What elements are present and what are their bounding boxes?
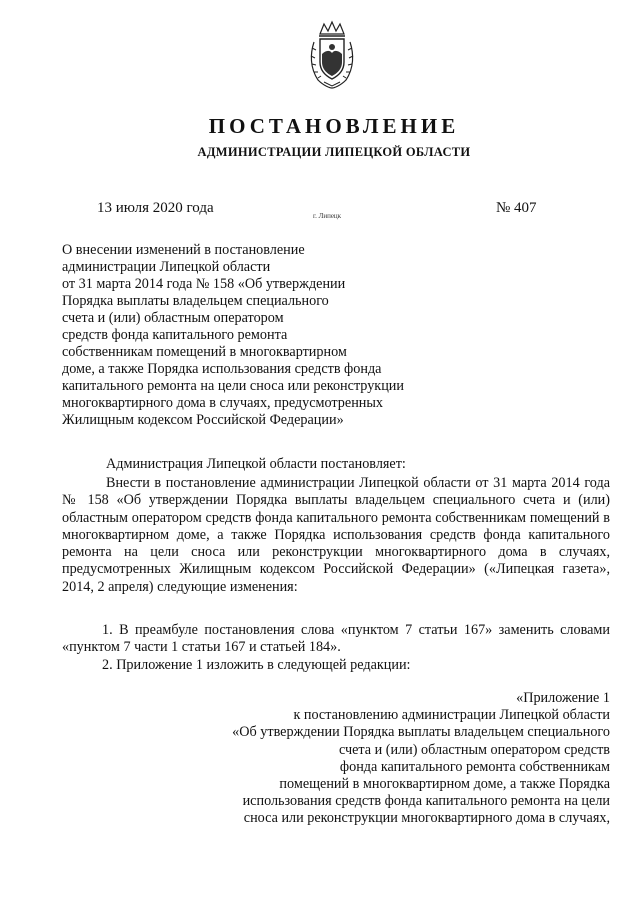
heading-line: средств фонда капитального ремонта	[62, 327, 288, 343]
main-paragraph: Внести в постановление администрации Липецкой области от 31 марта 2014 года № 158 «Об утверждении Порядка выплаты владельцем специального счета и (или) областным оператором средств фонда капитального ремонта собственникам помещений в многоквартирном доме, а также Порядка использования средств фонда капитального ремонта на цели сноса или реконструкции многоквартирного дома в случаях, предусмотренных Жилищным кодексом Российской Федерации» («Липецкая газета», 2014, 2 апреля) следующие изменения:	[62, 475, 610, 595]
appendix-line: сноса или реконструкции многоквартирного дома в случаях,	[243, 810, 610, 827]
item-2-paragraph: 2. Приложение 1 изложить в следующей редакции:	[102, 657, 411, 673]
appendix-line: к постановлению администрации Липецкой области	[293, 707, 610, 724]
document-heading	[62, 242, 422, 429]
document-city: г. Липецк	[313, 212, 342, 220]
item-1-paragraph: 1. В преамбуле постановления слова «пунктом 7 статьи 167» заменить словами «пунктом 7 части 1 статьи 167 и статьей 184».	[62, 622, 610, 656]
heading-line: счета и (или) областным оператором	[62, 310, 284, 326]
appendix-header	[190, 690, 610, 828]
document-subtitle: АДМИНИСТРАЦИИ ЛИПЕЦКОЙ ОБЛАСТИ	[197, 145, 471, 159]
heading-line: Жилищным кодексом Российской Федерации»	[62, 412, 344, 428]
coat-of-arms-emblem	[306, 20, 358, 90]
heading-line: администрации Липецкой области	[62, 259, 271, 275]
heading-line: собственникам помещений в многоквартирном	[62, 344, 347, 360]
appendix-line: фонда капитального ремонта собственникам	[339, 758, 610, 775]
heading-line: от 31 марта 2014 года № 158 «Об утверждении	[62, 276, 346, 292]
heading-line: О внесении изменений в постановление	[62, 242, 305, 258]
appendix-line: «Приложение 1	[516, 690, 610, 706]
heading-line: капитального ремонта на цели сноса или реконструкции	[62, 378, 404, 394]
intro-paragraph: Администрация Липецкой области постановляет:	[106, 456, 406, 472]
heading-line: многоквартирного дома в случаях, предусмотренных	[62, 395, 384, 411]
appendix-line: использования средств фонда капитального ремонта на цели	[242, 793, 610, 810]
document-number: № 407	[496, 200, 537, 216]
appendix-line: «Об утверждении Порядка выплаты владельцем специального	[232, 724, 610, 741]
heading-line: Порядка выплаты владельцем специального	[62, 293, 329, 309]
document-title: ПОСТАНОВЛЕНИЕ	[208, 114, 460, 138]
appendix-line: счета и (или) областным оператором средств	[338, 741, 610, 758]
appendix-line: помещений в многоквартирном доме, а также Порядка	[279, 776, 610, 793]
document-date: 13 июля 2020 года	[97, 200, 214, 216]
heading-line: доме, а также Порядка использования средств фонда	[62, 361, 382, 377]
